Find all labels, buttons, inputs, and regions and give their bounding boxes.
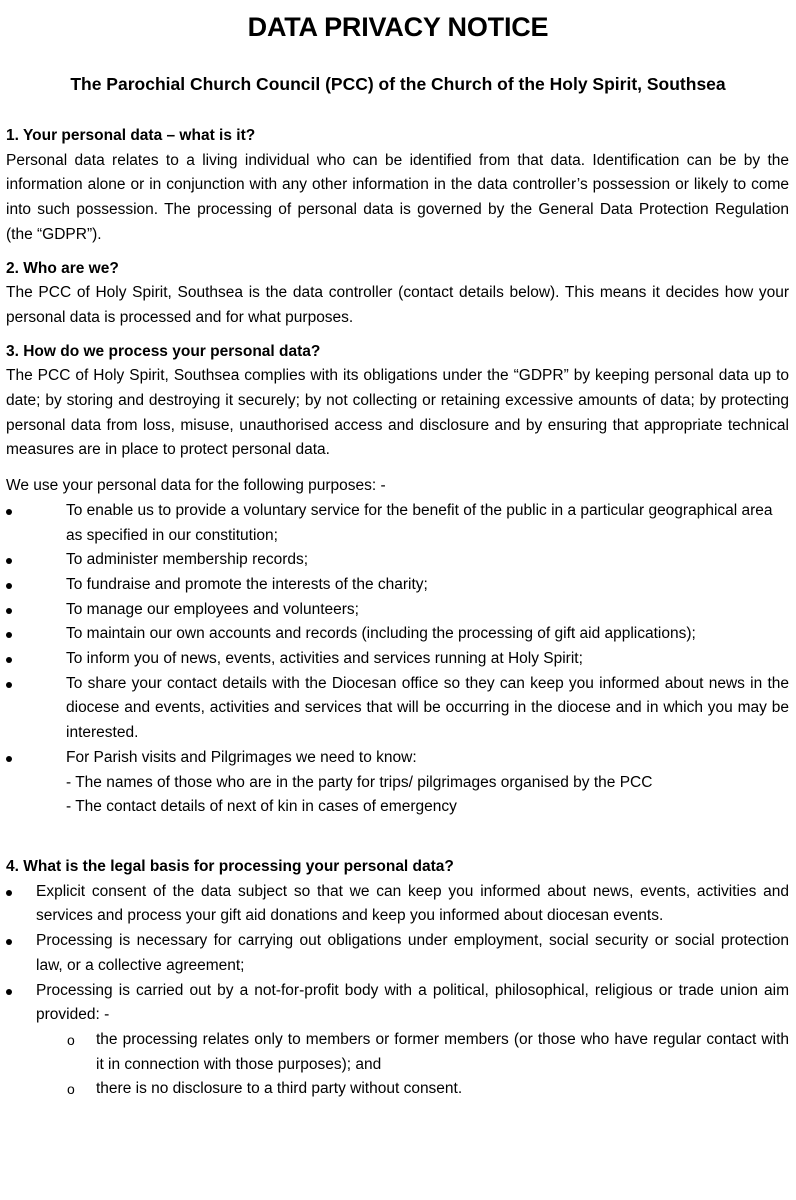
section-3-heading: 3. How do we process your personal data? <box>6 342 321 360</box>
bullet-icon <box>6 890 12 896</box>
bullet-icon <box>6 608 12 614</box>
purpose-item: To fundraise and promote the interests of the charity; <box>6 573 789 598</box>
purpose-item: For Parish visits and Pilgrimages we need to know: <box>6 746 789 771</box>
page-title: DATA PRIVACY NOTICE <box>247 12 549 42</box>
legal-basis-item: Processing is necessary for carrying out obligations under employment, social security or social protection law, or a collective agreement; <box>6 929 789 978</box>
bullet-icon <box>6 583 12 589</box>
purpose-item: To manage our employees and volunteers; <box>6 598 789 623</box>
circle-bullet-icon: o <box>67 1081 75 1098</box>
circle-bullet-icon: o <box>67 1031 75 1048</box>
section-2-heading: 2. Who are we? <box>6 259 119 277</box>
page-subtitle: The Parochial Church Council (PCC) of the Church of the Holy Spirit, Southsea <box>70 74 726 94</box>
legal-basis-item: Explicit consent of the data subject so that we can keep you informed about news, events, activities and services and process your gift aid donations and keep you informed about diocesan events. <box>6 880 789 929</box>
section-3-body: The PCC of Holy Spirit, Southsea complies with its obligations under the “GDPR” by keeping personal data up to date; by storing and destroying it securely; by not collecting or retaining excessive amounts of data; by protecting personal data from loss, misuse, unauthorised access and disclosure and by ensuring that appropriate technical measures are in place to protect personal data. <box>6 367 789 459</box>
section-2-body: The PCC of Holy Spirit, Southsea is the data controller (contact details below). This means it decides how your personal data is processed and for what purposes. <box>6 284 789 326</box>
section-1-body: Personal data relates to a living individual who can be identified from that data. Identification can be by the information alone or in conjunction with any other information in the data controller’s possession or likely to come into such possession. The processing of personal data is governed by the General Data Protection Regulation (the “GDPR”). <box>6 151 789 243</box>
bullet-icon <box>6 632 12 638</box>
bullet-icon <box>6 509 12 515</box>
purpose-item: To enable us to provide a voluntary service for the benefit of the public in a particular geographical area as specified in our constitution; <box>6 499 789 548</box>
pilgrimage-line: - The contact details of next of kin in cases of emergency <box>66 798 457 816</box>
bullet-icon <box>6 989 12 995</box>
purposes-intro: We use your personal data for the following purposes: - <box>6 477 386 495</box>
notice-content <box>6 124 789 1102</box>
pilgrimage-line: - The names of those who are in the party for trips/ pilgrimages organised by the PCC <box>66 773 653 791</box>
purpose-item: To maintain our own accounts and records (including the processing of gift aid applications); <box>6 622 789 647</box>
purpose-item: To inform you of news, events, activities and services running at Holy Spirit; <box>6 647 789 672</box>
bullet-icon <box>6 657 12 663</box>
bullet-icon <box>6 558 12 564</box>
legal-basis-item: Processing is carried out by a not-for-profit body with a political, philosophical, religious or trade union aim provided: - <box>6 979 789 1028</box>
bullet-icon <box>6 682 12 688</box>
purpose-item: To administer membership records; <box>6 548 789 573</box>
section-1-heading: 1. Your personal data – what is it? <box>6 127 256 144</box>
condition-item: o the processing relates only to members or former members (or those who have regular contact with it in connection with those purposes); and <box>6 1028 789 1077</box>
bullet-icon <box>6 939 12 945</box>
purpose-item: To share your contact details with the Diocesan office so they can keep you informed about news in the diocese and events, activities and services that will be occurring in the diocese and in which you may be interested. <box>6 672 789 746</box>
section-4-heading: 4. What is the legal basis for processing your personal data? <box>6 857 454 875</box>
condition-item: o there is no disclosure to a third party without consent. <box>6 1077 789 1102</box>
bullet-icon <box>6 756 12 762</box>
